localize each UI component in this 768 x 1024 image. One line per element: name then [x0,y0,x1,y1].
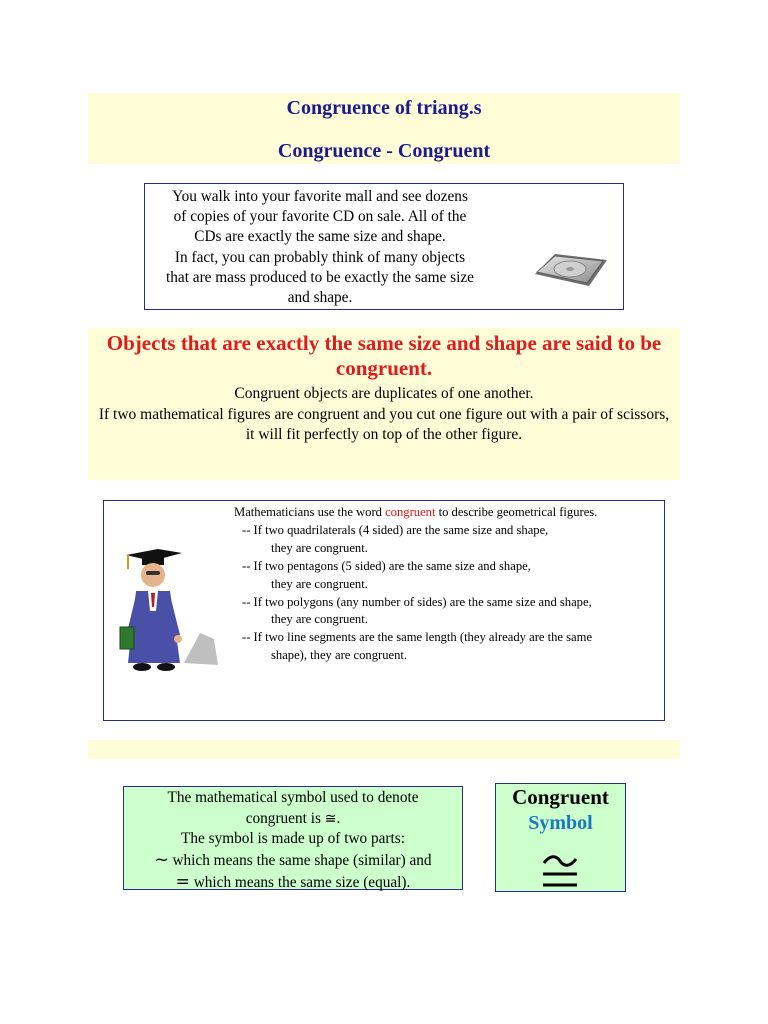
cd-case-icon [533,250,609,290]
symbol-line [124,809,462,830]
definition-heading: Objects that are exactly the same size and shape are said to be congruent. [106,331,662,380]
symbol-line [124,872,462,894]
list-item-result: they are congruent. [271,540,368,555]
congruent-symbol-icon [540,854,580,890]
list-item: -- If two line segments are the same length (they already are the same [242,630,593,645]
mathematicians-box [103,500,665,721]
symbol-explanation-box [123,786,463,890]
congruent-symbol-card [495,783,626,892]
page-subtitle: Congruence - Congruent [277,140,491,162]
intro-sentence [234,504,634,522]
definition-line: If two mathematical figures are congruent and you cut one figure out with a pair of scissors, it will fit perfectly on top of the other figure. [98,405,670,443]
symbol-line [124,850,462,872]
congruent-highlight: congruent [385,505,436,519]
list-item-result: shape), they are congruent. [271,648,408,663]
mathematicians-text [234,504,634,665]
intro-text: Mathematicians use the word [234,505,386,519]
tilde-glyph: ~ [154,850,169,871]
cd-line: and shape. [287,289,353,307]
symbol-line-text: which means the same size (equal). [189,873,411,891]
cd-line: of copies of your favorite CD on sale. All of the [173,208,467,226]
cd-line: You walk into your favorite mall and see dozens [172,188,468,205]
card-title: Congruent [512,785,609,809]
definition-band [88,328,680,480]
list-item: -- If two polygons (any number of sides) are the same size and shape, [242,594,592,609]
cd-line: In fact, you can probably think of many objects [174,248,466,266]
list-item: -- If two pentagons (5 sided) are the same size and shape, [242,558,531,573]
title-band [88,93,680,164]
cd-line: that are mass produced to be exactly the same size [166,268,474,286]
page-title: Congruence of triang.s [286,97,482,119]
symbol-line-text: which means the same shape (similar) and [168,852,432,870]
intro-text-end: to describe geometrical figures. [435,505,598,519]
symbol-line: The mathematical symbol used to denote [167,789,419,806]
definition-body [88,384,680,446]
list-item-result: they are congruent. [271,612,368,627]
symbol-explanation-text [124,788,462,894]
definition-line: Congruent objects are duplicates of one another. [234,385,534,402]
cd-example-text [147,187,493,308]
graduate-figure-icon [114,541,224,681]
card-subtitle: Symbol [528,812,593,834]
symbol-line-text: . [336,809,341,827]
equals-glyph: = [175,871,190,892]
symbol-line: The symbol is made up of two parts: [181,830,405,848]
list-item-result: they are congruent. [271,576,368,591]
cd-example-box [144,183,624,310]
cd-line: CDs are exactly the same size and shape. [194,228,446,246]
congruent-glyph: ≅ [324,810,337,827]
list-item: -- If two quadrilaterals (4 sided) are the same size and shape, [242,522,549,537]
symbol-line-text: congruent is [245,809,325,827]
divider-band [88,740,680,759]
